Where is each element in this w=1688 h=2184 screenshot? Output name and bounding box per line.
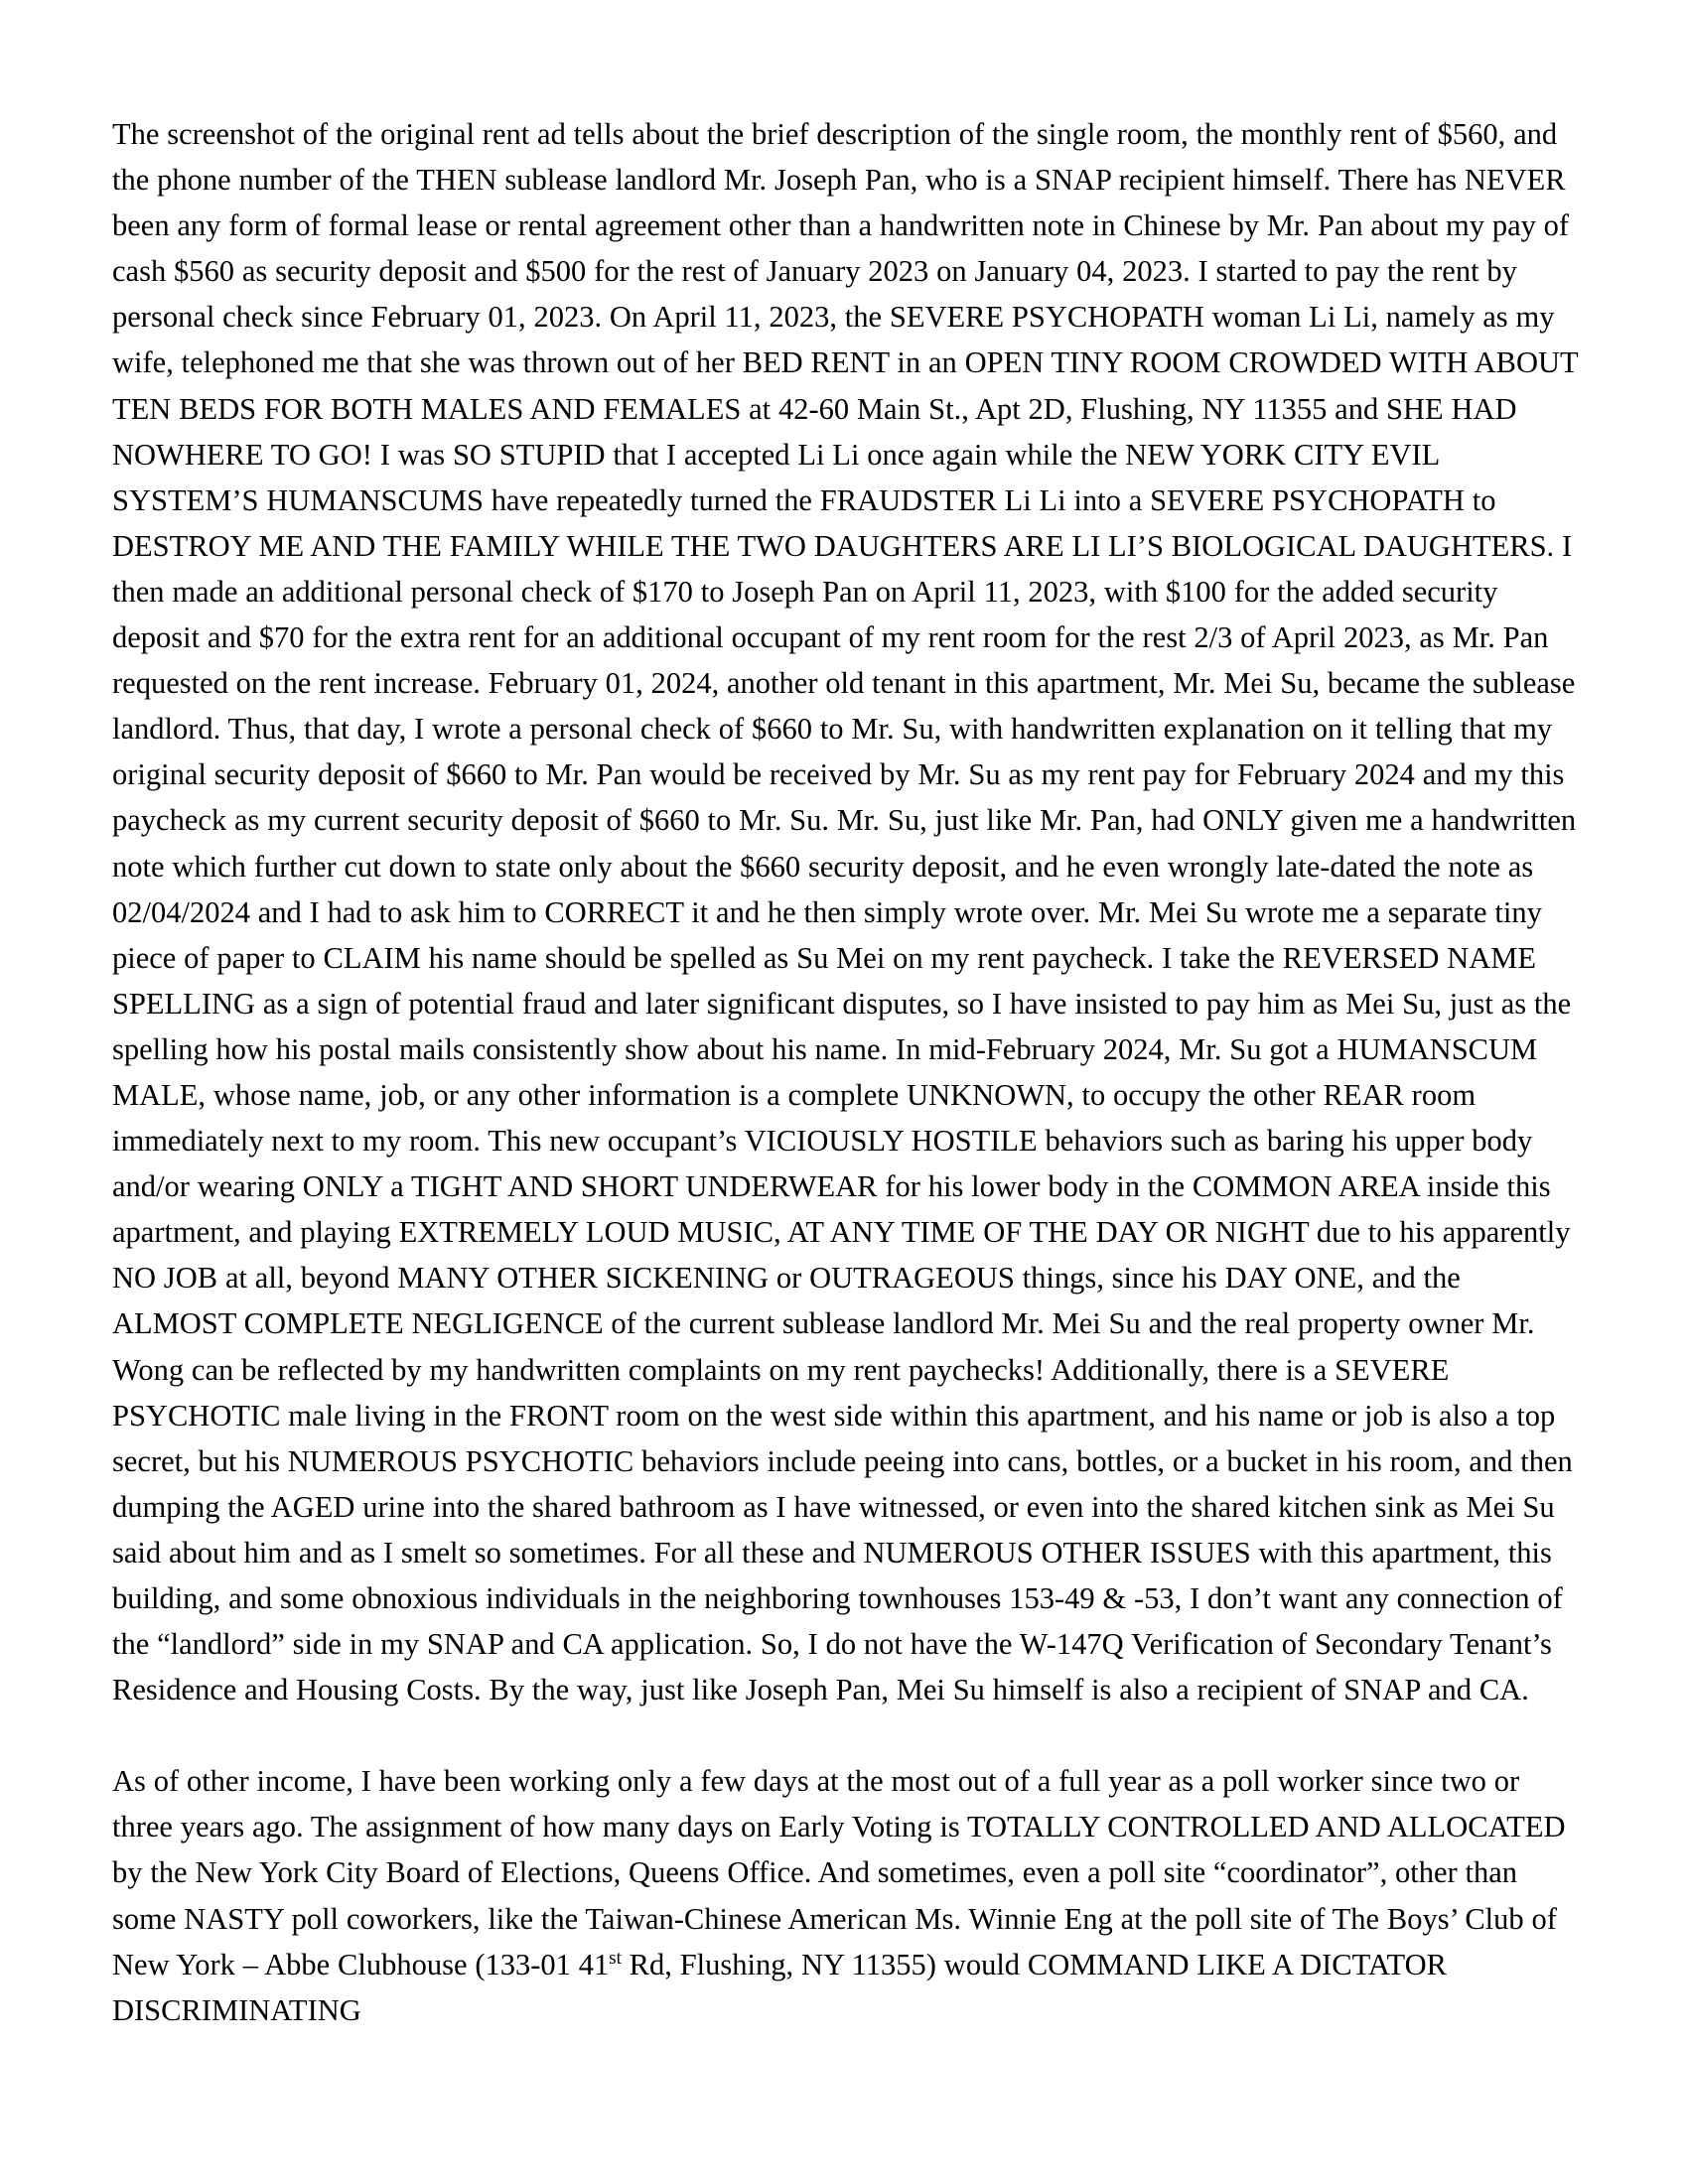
document-body xyxy=(112,111,1585,2033)
paragraph-other-income-run-2: Rd, Flushing, NY 11355) would COMMAND LIKE A DICTATOR DISCRIMINATING xyxy=(112,1947,1447,2027)
paragraph-rent-history xyxy=(112,111,1585,1712)
paragraph-other-income xyxy=(112,1758,1585,2033)
paragraph-other-income-run-0: As of other income, I have been working only a few days at the most out of a full year as a poll worker since two or three years ago. The assignment of how many days on Early Voting is TOTALLY CONTROLLED AND ALLOCATED by the New York City Board of Elections, Queens Office. And sometimes, even a poll site “coordinator”, other than some NASTY poll coworkers, like the Taiwan-Chinese American Ms. Winnie Eng at the poll site of The Boys’ Club of New York – Abbe Clubhouse (133-01 41 xyxy=(112,1764,1566,1981)
paragraph-rent-history-run-0: The screenshot of the original rent ad tells about the brief description of the single room, the monthly rent of $560, and the phone number of the THEN sublease landlord Mr. Joseph Pan, who is a SNAP recipient himself. There has NEVER been any form of formal lease or rental agreement other than a handwritten note in Chinese by Mr. Pan about my pay of cash $560 as security deposit and $500 for the rest of January 2023 on January 04, 2023. I started to pay the rent by personal check since February 01, 2023. On April 11, 2023, the SEVERE PSYCHOPATH woman Li Li, namely as my wife, telephoned me that she was thrown out of her BED RENT in an OPEN TINY ROOM CROWDED WITH ABOUT TEN BEDS FOR BOTH MALES AND FEMALES at 42-60 Main St., Apt 2D, Flushing, NY 11355 and SHE HAD NOWHERE TO GO! I was SO STUPID that I accepted Li Li once again while the NEW YORK CITY EVIL SYSTEM’S HUMANSCUMS have repeatedly turned the FRAUDSTER Li Li into a SEVERE PSYCHOPATH to DESTROY ME AND THE FAMILY WHILE THE TWO DAUGHTERS ARE LI LI’S BIOLOGICAL DAUGHTERS. I then made an additional personal check of $170 to Joseph Pan on April 11, 2023, with $100 for the added security deposit and $70 for the extra rent for an additional occupant of my rent room for the rest 2/3 of April 2023, as Mr. Pan requested on the rent increase. February 01, 2024, another old tenant in this apartment, Mr. Mei Su, became the sublease landlord. Thus, that day, I wrote a personal check of $660 to Mr. Su, with handwritten explanation on it telling that my original security deposit of $660 to Mr. Pan would be received by Mr. Su as my rent pay for February 2024 and my this paycheck as my current security deposit of $660 to Mr. Su. Mr. Su, just like Mr. Pan, had ONLY given me a handwritten note which further cut down to state only about the $660 security deposit, and he even wrongly late-dated the note as 02/04/2024 and I had to ask him to CORRECT it and he then simply wrote over. Mr. Mei Su wrote me a separate tiny piece of paper to CLAIM his name should be spelled as Su Mei on my rent paycheck. I take the REVERSED NAME SPELLING as a sign of potential fraud and later significant disputes, so I have insisted to pay him as Mei Su, just as the spelling how his postal mails consistently show about his name. In mid-February 2024, Mr. Su got a HUMANSCUM MALE, whose name, job, or any other information is a complete UNKNOWN, to occupy the other REAR room immediately next to my room. This new occupant’s VICIOUSLY HOSTILE behaviors such as baring his upper body and/or wearing ONLY a TIGHT AND SHORT UNDERWEAR for his lower body in the COMMON AREA inside this apartment, and playing EXTREMELY LOUD MUSIC, AT ANY TIME OF THE DAY OR NIGHT due to his apparently NO JOB at all, beyond MANY OTHER SICKENING or OUTRAGEOUS things, since his DAY ONE, and the ALMOST COMPLETE NEGLIGENCE of the current sublease landlord Mr. Mei Su and the real property owner Mr. Wong can be reflected by my handwritten complaints on my rent paychecks! Additionally, there is a SEVERE PSYCHOTIC male living in the FRONT room on the west side within this apartment, and his name or job is also a top secret, but his NUMEROUS PSYCHOTIC behaviors include peeing into cans, bottles, or a bucket in his room, and then dumping the AGED urine into the shared bathroom as I have witnessed, or even into the shared kitchen sink as Mei Su said about him and as I smelt so sometimes. For all these and NUMEROUS OTHER ISSUES with this apartment, this building, and some obnoxious individuals in the neighboring townhouses 153-49 & -53, I don’t want any connection of the “landlord” side in my SNAP and CA application. So, I do not have the W-147Q Verification of Secondary Tenant’s Residence and Housing Costs. By the way, just like Joseph Pan, Mei Su himself is also a recipient of SNAP and CA. xyxy=(112,117,1579,1707)
paragraph-other-income-superscript-1: st xyxy=(609,1947,622,1969)
